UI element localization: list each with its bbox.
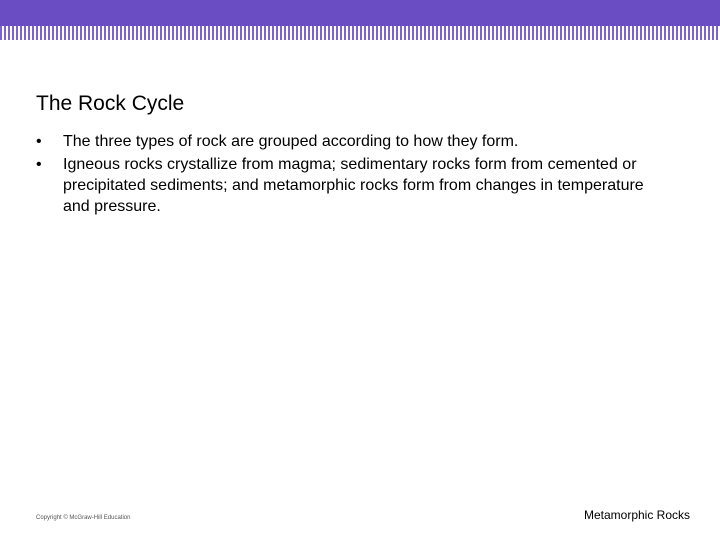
footer-section-label: Metamorphic Rocks [583, 508, 690, 522]
bullet-item [36, 131, 646, 152]
bullet-marker: • [36, 156, 42, 173]
bullet-list [36, 131, 646, 219]
copyright-notice: Copyright © McGraw-Hill Education [36, 515, 131, 521]
bullet-marker: • [36, 133, 42, 150]
header-stripe [0, 26, 720, 40]
bullet-item [36, 154, 646, 217]
bullet-text: Igneous rocks crystallize from magma; sedimentary rocks form from cemented or precipitated sediments; and metamorphic rocks form from changes in temperature and pressure. [63, 156, 644, 215]
header-band [0, 0, 720, 26]
bullet-text: The three types of rock are grouped according to how they form. [63, 133, 519, 150]
slide-title: The Rock Cycle [36, 92, 185, 115]
